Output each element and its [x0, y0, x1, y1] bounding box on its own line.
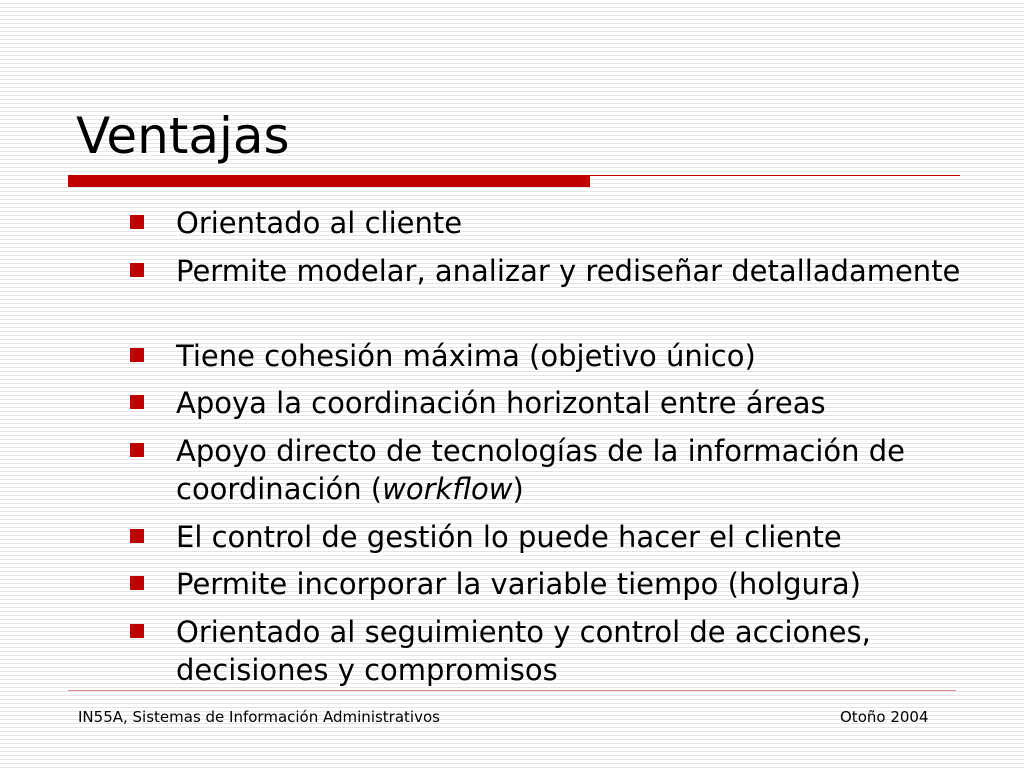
square-bullet-icon: [130, 263, 144, 277]
bullet-text-emphasis: workflow: [382, 472, 513, 506]
bullet-text-close: ): [512, 472, 524, 506]
bullet-text: Orientado al seguimiento y control de acciones, decisiones y compromisos: [176, 615, 871, 687]
title-underline-thick: [68, 175, 590, 187]
slide-title: Ventajas: [76, 107, 290, 165]
footer-divider: [68, 690, 956, 691]
square-bullet-icon: [130, 215, 144, 229]
bullet-text: Apoya la coordinación horizontal entre áreas: [176, 386, 826, 420]
square-bullet-icon: [130, 348, 144, 362]
square-bullet-icon: [130, 576, 144, 590]
footer-course: IN55A, Sistemas de Información Administrativos: [78, 708, 440, 726]
bullet-text: Permite incorporar la variable tiempo (holgura): [176, 567, 861, 601]
square-bullet-icon: [130, 624, 144, 638]
footer-term: Otoño 2004: [840, 708, 929, 726]
bullet-text-main: Apoyo directo de tecnologías de la información de coordinación (: [176, 434, 906, 506]
bullet-text: El control de gestión lo puede hacer el cliente: [176, 520, 842, 554]
bullet-text: Tiene cohesión máxima (objetivo único): [176, 339, 756, 373]
square-bullet-icon: [130, 395, 144, 409]
square-bullet-icon: [130, 443, 144, 457]
bullet-text: Permite modelar, analizar y rediseñar detalladamente: [176, 254, 961, 288]
title-underline-thin: [590, 175, 960, 176]
bullet-text: Orientado al cliente: [176, 206, 463, 240]
bullet-text: [176, 432, 986, 508]
square-bullet-icon: [130, 529, 144, 543]
